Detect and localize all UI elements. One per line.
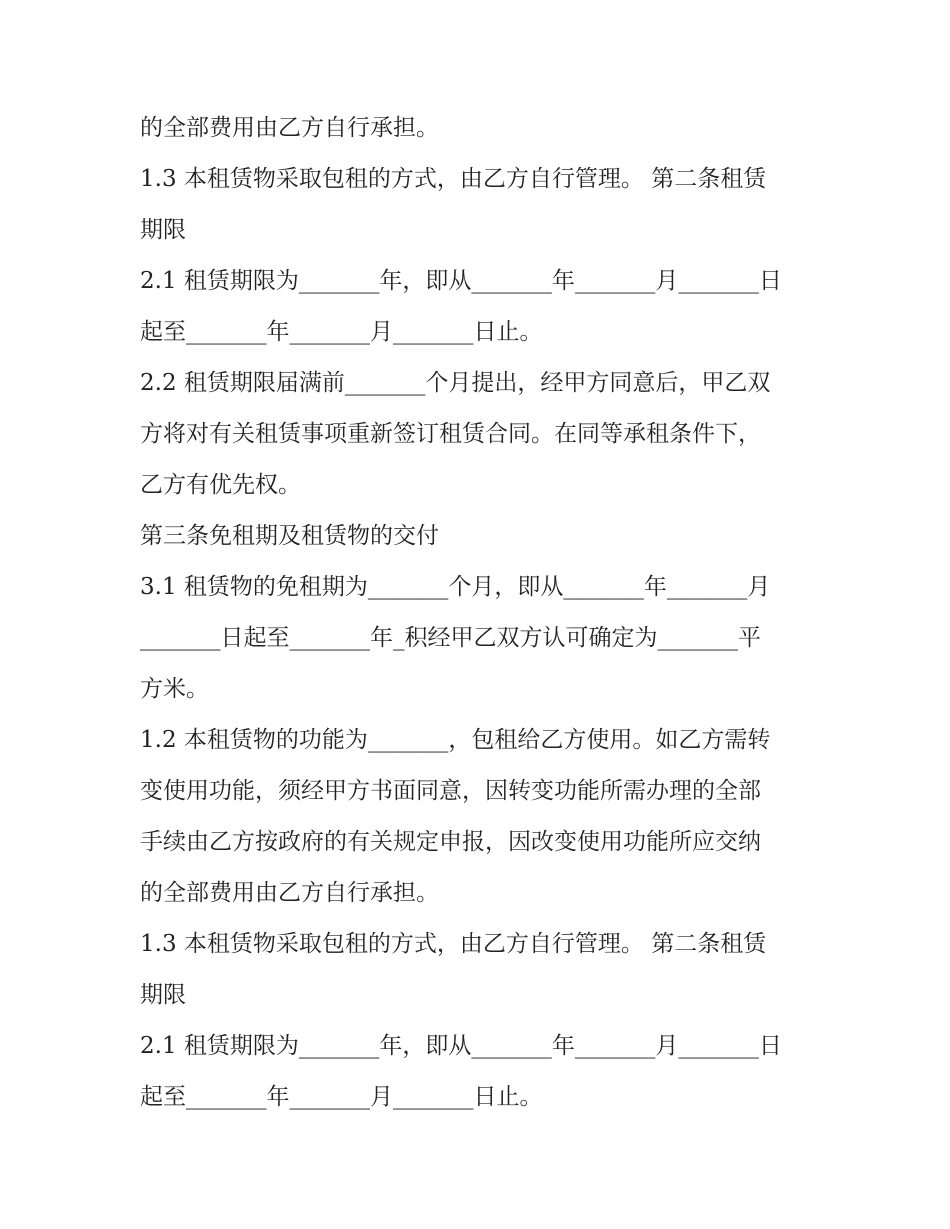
text-line: 起至_______年_______月_______日止。 [140, 1084, 543, 1110]
text-line: 起至_______年_______月_______日止。 [140, 319, 543, 345]
text-line: _______日起至_______年_积经甲乙双方认可确定为_______平 [140, 625, 761, 651]
text-line: 的全部费用由乙方自行承担。 [140, 880, 439, 906]
text-line: 2.1 租赁期限为_______年，即从_______年_______月_______日 [140, 1033, 782, 1059]
text-line: 2.2 租赁期限届满前_______个月提出，经甲方同意后，甲乙双 [140, 370, 771, 396]
text-line: 期限 [140, 217, 186, 243]
text-line: 的全部费用由乙方自行承担。 [140, 115, 439, 141]
text-line: 2.1 租赁期限为_______年，即从_______年_______月_______日 [140, 268, 782, 294]
text-line: 变使用功能，须经甲方书面同意，因转变功能所需办理的全部 [140, 778, 761, 804]
section-heading: 第三条免租期及租赁物的交付 [140, 523, 439, 549]
text-line: 期限 [140, 982, 186, 1008]
text-line: 1.3 本租赁物采取包租的方式，由乙方自行管理。 第二条租赁 [140, 931, 767, 957]
text-line: 乙方有优先权。 [140, 472, 301, 498]
text-line: 方将对有关租赁事项重新签订租赁合同。在同等承租条件下， [140, 421, 761, 447]
text-line: 3.1 租赁物的免租期为_______个月，即从_______年_______月 [140, 574, 771, 600]
text-line: 手续由乙方按政府的有关规定申报，因改变使用功能所应交纳 [140, 829, 761, 855]
text-line: 1.3 本租赁物采取包租的方式，由乙方自行管理。 第二条租赁 [140, 166, 767, 192]
text-line: 方米。 [140, 676, 209, 702]
document-body [140, 103, 818, 1123]
text-line: 1.2 本租赁物的功能为_______，包租给乙方使用。如乙方需转 [140, 727, 771, 753]
